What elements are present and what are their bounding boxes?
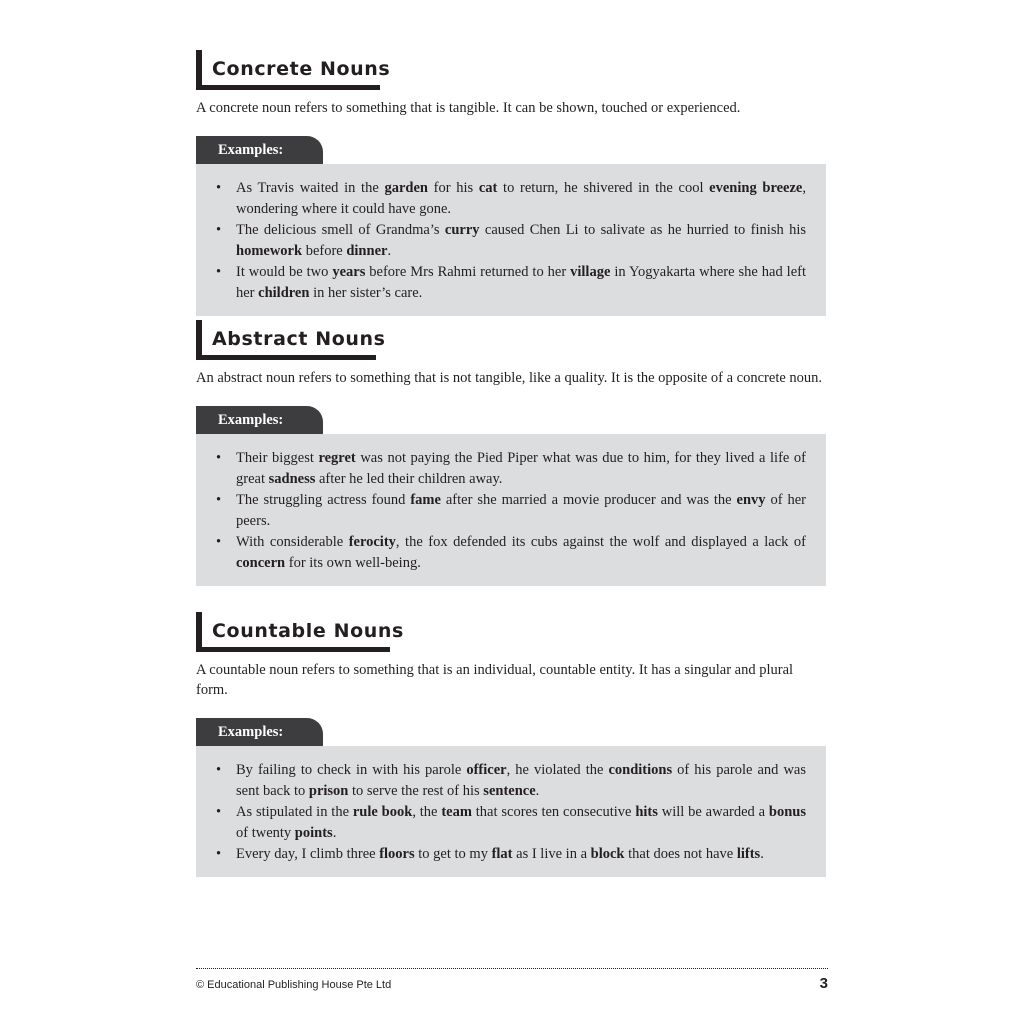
bullet-icon: • [216,180,222,196]
example-text: As stipulated in the [236,804,353,820]
example-text: . [387,243,392,259]
example-text: With considerable [236,534,349,550]
example-keyword: curry [444,222,480,238]
examples-list [216,448,806,574]
example-text: As Travis waited in the [236,180,385,196]
heading-title: Countable Nouns [212,620,404,642]
section-abstract-nouns [196,320,828,586]
example-text: caused Chen Li to salivate as he hurried to finish his [479,222,807,238]
example-keyword: flat [491,846,513,862]
example-text: Their biggest [236,450,319,466]
bullet-icon: • [216,450,222,466]
example-keyword: team [441,804,472,820]
example-item [216,490,806,532]
example-text: that does not have [624,846,737,862]
heading-underline [196,355,376,360]
example-keyword: concern [236,555,286,571]
bullet-icon: • [216,222,222,238]
example-item [216,262,806,304]
example-text: , the fox defended its cubs against the wolf and displayed a lack of [395,534,807,550]
section-concrete-nouns [196,50,828,316]
example-keyword: sadness [268,471,316,487]
example-text: that scores ten consecutive [471,804,636,820]
example-text: , wondering where it could have gone. [236,180,806,217]
section-heading [196,612,828,652]
footer-divider [196,968,828,969]
heading-title: Abstract Nouns [212,328,386,350]
example-text: . [332,825,337,841]
section-intro: An abstract noun refers to something that is not tangible, like a quality. It is the opposite of a concrete noun. [196,370,823,386]
examples-label: Examples: [196,136,323,164]
example-keyword: conditions [608,762,673,778]
example-text: of twenty [236,825,295,841]
example-text: . [535,783,540,799]
example-text: The delicious smell of Grandma’s [236,222,445,238]
examples-box [196,746,826,877]
example-text: of his parole and was sent back to [236,762,807,799]
examples-box [196,164,826,316]
example-keyword: floors [379,846,415,862]
section-intro: A concrete noun refers to something that is tangible. It can be shown, touched or experienced. [196,100,741,116]
example-text: before Mrs Rahmi returned to her [365,264,571,280]
example-item [216,802,806,844]
section-intro: A countable noun refers to something that is an individual, countable entity. It has a singular and plural form. [196,662,794,698]
heading-accent-bar [196,50,202,90]
example-text: to return, he shivered in the cool [497,180,710,196]
example-item [216,220,806,262]
example-item [216,532,806,574]
example-text: in Yogyakarta where she had left her [236,264,806,301]
examples-list [216,178,806,304]
example-item [216,448,806,490]
bullet-icon: • [216,762,222,778]
example-text: It would be two [236,264,333,280]
example-keyword: garden [384,180,428,196]
heading-accent-bar [196,320,202,360]
section-countable-nouns [196,612,828,877]
example-keyword: hits [635,804,658,820]
example-keyword: bonus [768,804,806,820]
example-keyword: rule book [352,804,413,820]
example-text: to get to my [414,846,492,862]
example-keyword: lifts [736,846,761,862]
example-keyword: dinner [346,243,388,259]
example-text: after she married a movie producer and was the [440,492,737,508]
example-text: . [760,846,764,862]
examples-list [216,760,806,865]
example-keyword: sentence [483,783,536,799]
bullet-icon: • [216,264,222,280]
footer-copyright: © Educational Publishing House Pte Ltd [196,979,392,991]
section-heading [196,320,828,360]
example-text: Every day, I climb three [236,846,380,862]
bullet-icon: • [216,804,222,820]
example-text: of her peers. [236,492,806,529]
examples-label: Examples: [196,406,323,434]
bullet-icon: • [216,846,222,862]
example-keyword: prison [308,783,349,799]
example-keyword: officer [466,762,507,778]
example-text: for its own well-being. [285,555,421,571]
example-keyword: points [294,825,333,841]
heading-underline [196,85,380,90]
example-keyword: evening breeze [709,180,803,196]
example-keyword: village [570,264,611,280]
example-keyword: regret [318,450,356,466]
example-keyword: cat [478,180,498,196]
heading-underline [196,647,390,652]
example-keyword: homework [236,243,303,259]
example-text: for his [427,180,479,196]
example-text: By failing to check in with his parole [236,762,467,778]
examples-box [196,434,826,586]
example-item [216,844,806,865]
example-keyword: children [258,285,310,301]
example-text: , the [412,804,442,820]
example-text: in her sister’s care. [309,285,423,301]
heading-title: Concrete Nouns [212,58,391,80]
examples-label: Examples: [196,718,323,746]
example-item [216,178,806,220]
example-text: , he violated the [506,762,609,778]
example-text: was not paying the Pied Piper what was due to him, for they lived a life of great [236,450,806,487]
bullet-icon: • [216,492,222,508]
bullet-icon: • [216,534,222,550]
example-keyword: ferocity [348,534,396,550]
example-keyword: years [332,264,366,280]
example-item [216,760,806,802]
heading-accent-bar [196,612,202,652]
example-text: after he led their children away. [315,471,503,487]
example-text: before [302,243,347,259]
section-heading [196,50,828,90]
example-keyword: envy [736,492,766,508]
page-number: 3 [819,975,828,992]
example-text: to serve the rest of his [348,783,484,799]
example-keyword: block [590,846,625,862]
example-text: The struggling actress found [236,492,411,508]
example-text: will be awarded a [657,804,769,820]
example-text: as I live in a [512,846,591,862]
example-keyword: fame [410,492,441,508]
